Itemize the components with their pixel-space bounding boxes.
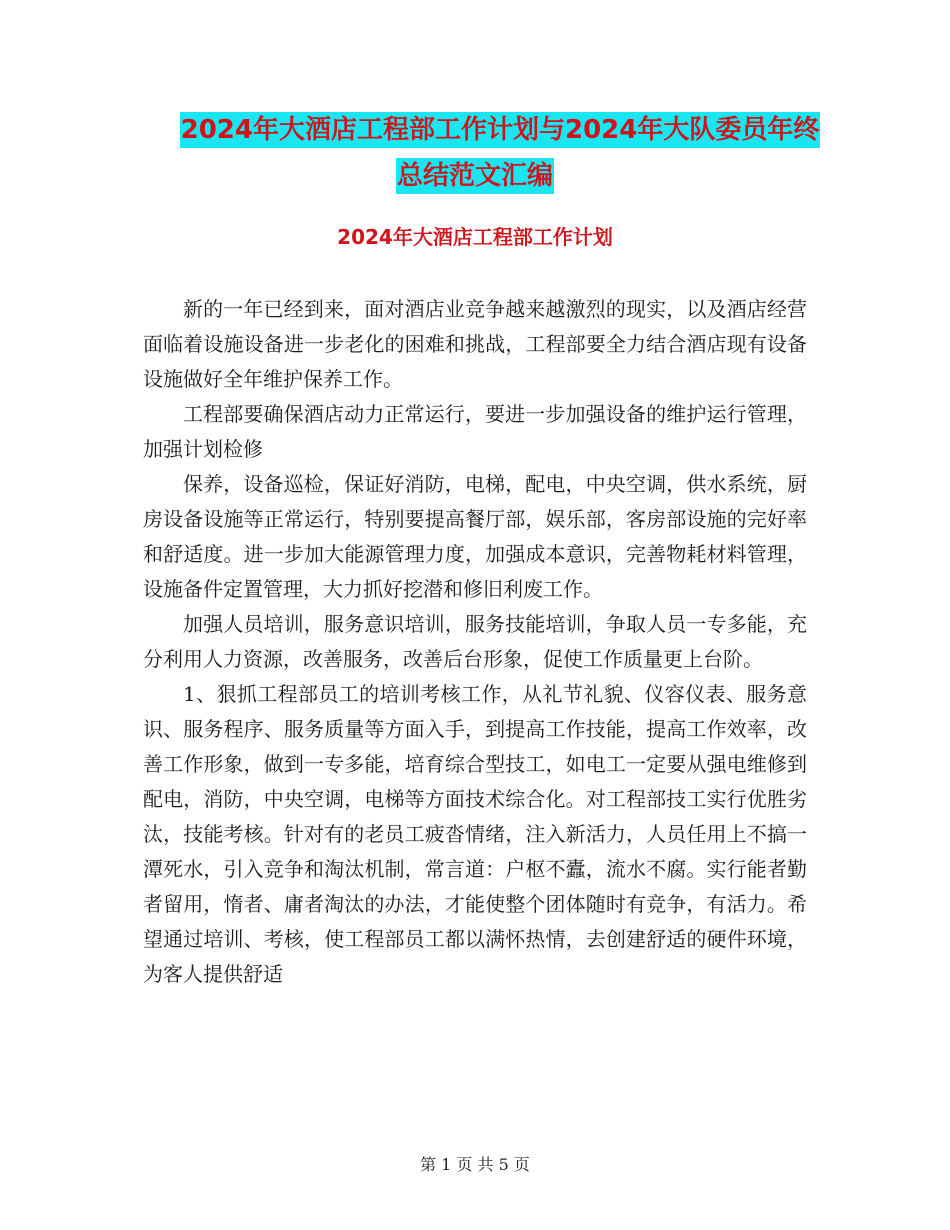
- document-title: [0, 112, 950, 194]
- page-footer: 第 1 页 共 5 页: [420, 1155, 530, 1174]
- paragraph-5: 1、狠抓工程部员工的培训考核工作，从礼节礼貌、仪容仪表、服务意识、服务程序、服务质量等方面入手，到提高工作技能，提高工作效率，改善工作形象，做到一专多能，培育综合型技工，如电工一定要从强电维修到配电，消防，中央空调，电梯等方面技术综合化。对工程部技工实行优胜劣汰，技能考核。针对有的老员工疲沓情绪，注入新活力，人员任用上不搞一潭死水，引入竞争和淘汰机制，常言道：户枢不蠹，流水不腐。实行能者勤者留用，惰者、庸者淘汰的办法，才能使整个团体随时有竞争，有活力。希望通过培训、考核，使工程部员工都以满怀热情，去创建舒适的硬件环境，为客人提供舒适: [143, 682, 807, 986]
- document-title-line-1: 2024年大酒店工程部工作计划与2024年大队委员年终: [180, 112, 821, 148]
- paragraph-2: 工程部要确保酒店动力正常运行，要进一步加强设备的维护运行管理，加强计划检修: [143, 402, 807, 461]
- document-title-line-2: 总结范文汇编: [396, 158, 554, 194]
- section-title: 2024年大酒店工程部工作计划: [337, 225, 613, 249]
- paragraph-4: 加强人员培训，服务意识培训，服务技能培训，争取人员一专多能，充分利用人力资源，改善服务，改善后台形象，促使工作质量更上台阶。: [143, 612, 807, 671]
- paragraph-1: 新的一年已经到来，面对酒店业竞争越来越激烈的现实，以及酒店经营面临着设施设备进一步老化的困难和挑战，工程部要全力结合酒店现有设备设施做好全年维护保养工作。: [143, 297, 807, 391]
- document-body: [143, 292, 807, 992]
- paragraph-3: 保养，设备巡检，保证好消防，电梯，配电，中央空调，供水系统，厨房设备设施等正常运行，特别要提高餐厅部，娱乐部，客房部设施的完好率和舒适度。进一步加大能源管理力度，加强成本意识，完善物耗材料管理，设施备件定置管理，大力抓好挖潜和修旧利废工作。: [143, 472, 807, 601]
